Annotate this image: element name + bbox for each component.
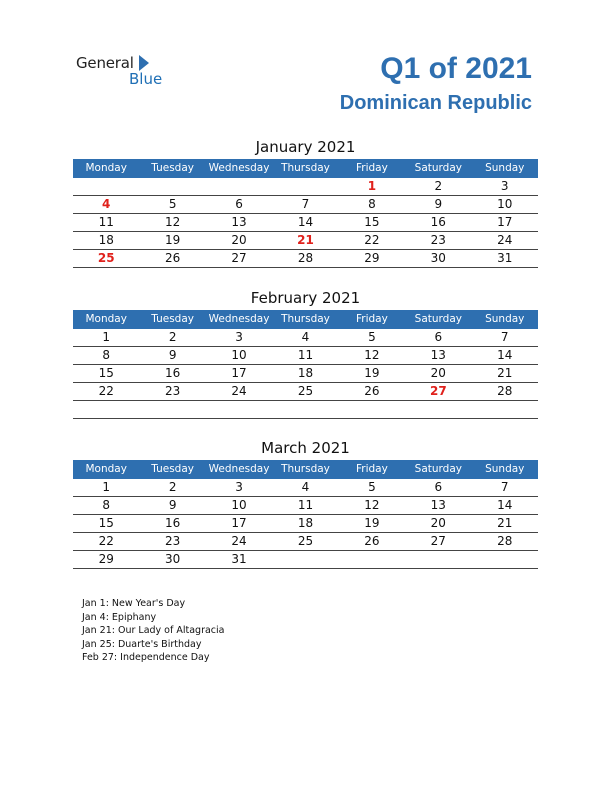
holiday-item: Jan 25: Duarte's Birthday: [82, 638, 202, 650]
day-cell: [272, 178, 338, 195]
day-cell: 12: [164, 215, 181, 229]
day-cell: 28: [497, 534, 513, 548]
day-cell: 20: [430, 366, 446, 380]
day-cell: 1: [102, 480, 111, 494]
page-title: Q1 of 2021: [380, 52, 532, 85]
day-cell: 9: [168, 498, 177, 512]
day-cell: 19: [364, 366, 380, 380]
day-cell: 4: [301, 480, 310, 494]
day-cell: 3: [235, 480, 243, 494]
day-cell: 22: [98, 384, 114, 398]
holiday-day-cell: 21: [297, 233, 314, 247]
day-cell: 11: [98, 215, 114, 229]
day-cell: 12: [364, 498, 380, 512]
weekday-label: Sunday: [485, 313, 525, 325]
day-cell: 3: [235, 330, 243, 344]
logo-general-text: General: [76, 54, 134, 72]
day-cell: [139, 178, 205, 195]
day-cell: 26: [364, 534, 380, 548]
day-cell: 24: [231, 534, 247, 548]
day-cell: 17: [231, 366, 247, 380]
day-cell: 31: [497, 251, 513, 265]
week-row: [73, 232, 538, 250]
weekday-label: Thursday: [281, 313, 330, 325]
day-cell: 2: [168, 330, 177, 344]
day-cell: 28: [297, 251, 314, 265]
week-row: [73, 479, 538, 497]
weekday-label: Thursday: [281, 162, 330, 174]
month-february: [73, 288, 538, 419]
day-cell: 10: [497, 197, 513, 211]
day-cell: 4: [301, 330, 310, 344]
weekday-label: Sunday: [485, 463, 525, 475]
day-cell: 11: [297, 498, 314, 512]
day-cell: [139, 401, 205, 418]
month-january: [73, 137, 538, 268]
week-row: [73, 178, 538, 196]
day-cell: 25: [297, 384, 314, 398]
weekday-label: Friday: [355, 162, 388, 174]
day-cell: 13: [231, 215, 247, 229]
month-title: January 2021: [255, 138, 356, 156]
day-cell: [272, 401, 338, 418]
day-cell: 26: [364, 384, 380, 398]
day-cell: 17: [231, 516, 247, 530]
weekday-header: [73, 310, 538, 329]
day-cell: 8: [102, 348, 111, 362]
day-cell: 11: [297, 348, 314, 362]
day-cell: 9: [168, 348, 177, 362]
day-cell: 15: [364, 215, 380, 229]
logo-blue-text: Blue: [129, 70, 163, 88]
weekday-label: Friday: [355, 313, 388, 325]
day-cell: 13: [430, 498, 446, 512]
weekday-label: Monday: [85, 313, 127, 325]
day-cell: 16: [430, 215, 446, 229]
day-cell: 5: [368, 330, 376, 344]
day-cell: 14: [297, 215, 314, 229]
holiday-day-cell: 1: [367, 179, 377, 193]
holiday-day-cell: 25: [97, 251, 115, 265]
logo-flag-icon: [139, 55, 149, 71]
day-cell: 14: [497, 348, 513, 362]
day-cell: 23: [430, 233, 446, 247]
day-cell: 17: [497, 215, 513, 229]
day-cell: [73, 178, 139, 195]
weekday-label: Saturday: [414, 162, 462, 174]
day-cell: [405, 401, 471, 418]
day-cell: 27: [231, 251, 247, 265]
day-cell: [472, 401, 538, 418]
holiday-item: Jan 21: Our Lady of Altagracia: [82, 625, 225, 636]
week-row: [73, 365, 538, 383]
month-title: March 2021: [261, 439, 350, 457]
day-cell: 20: [231, 233, 247, 247]
day-cell: [73, 401, 139, 418]
month-title: February 2021: [250, 289, 361, 307]
day-cell: 16: [164, 366, 181, 380]
week-row: [73, 214, 538, 232]
week-row: [73, 347, 538, 365]
weekday-label: Monday: [85, 463, 127, 475]
day-cell: 29: [364, 251, 380, 265]
day-cell: 20: [430, 516, 446, 530]
day-cell: [339, 401, 405, 418]
holiday-day-cell: 4: [102, 197, 111, 211]
day-cell: 30: [430, 251, 446, 265]
day-cell: 18: [98, 233, 114, 247]
week-row: [73, 401, 538, 419]
week-row: [73, 383, 538, 401]
day-cell: 27: [430, 534, 446, 548]
day-cell: 15: [98, 366, 114, 380]
weekday-label: Sunday: [485, 162, 525, 174]
day-cell: 29: [98, 552, 114, 566]
day-cell: 9: [434, 197, 443, 211]
weekday-label: Tuesday: [151, 162, 194, 174]
day-cell: [472, 551, 538, 568]
day-cell: 2: [168, 480, 177, 494]
day-cell: 23: [164, 384, 181, 398]
day-cell: 26: [164, 251, 181, 265]
day-cell: 24: [231, 384, 247, 398]
day-cell: 7: [500, 330, 509, 344]
day-cell: 22: [98, 534, 114, 548]
country-name: Dominican Republic: [339, 92, 532, 114]
weekday-label: Friday: [355, 463, 388, 475]
day-cell: 19: [164, 233, 181, 247]
day-cell: 2: [434, 179, 443, 193]
day-cell: 7: [500, 480, 509, 494]
week-row: [73, 329, 538, 347]
day-cell: [206, 401, 272, 418]
day-cell: 18: [297, 516, 314, 530]
holiday-day-cell: 27: [429, 384, 447, 398]
weekday-label: Tuesday: [151, 313, 194, 325]
day-cell: 6: [235, 197, 243, 211]
day-cell: 8: [368, 197, 376, 211]
day-cell: 18: [297, 366, 314, 380]
day-cell: 21: [497, 516, 513, 530]
logo: [76, 54, 176, 88]
day-cell: 6: [434, 330, 443, 344]
week-row: [73, 196, 538, 214]
weekday-label: Saturday: [414, 313, 462, 325]
day-cell: 31: [231, 552, 247, 566]
day-cell: 23: [164, 534, 181, 548]
week-row: [73, 533, 538, 551]
weekday-label: Wednesday: [208, 313, 270, 325]
weekday-label: Monday: [85, 162, 127, 174]
day-cell: 15: [98, 516, 114, 530]
weekday-label: Wednesday: [208, 162, 270, 174]
day-cell: 24: [497, 233, 513, 247]
weekday-label: Saturday: [414, 463, 462, 475]
week-row: [73, 515, 538, 533]
day-cell: 5: [368, 480, 376, 494]
day-cell: 8: [102, 498, 111, 512]
day-cell: 5: [168, 197, 177, 211]
day-cell: [272, 551, 338, 568]
day-cell: [405, 551, 471, 568]
week-row: [73, 497, 538, 515]
day-cell: 16: [164, 516, 181, 530]
weekday-label: Tuesday: [151, 463, 194, 475]
day-cell: 22: [364, 233, 380, 247]
day-cell: 28: [497, 384, 513, 398]
day-cell: 13: [430, 348, 446, 362]
day-cell: 19: [364, 516, 380, 530]
weekday-label: Wednesday: [208, 463, 270, 475]
weekday-header: [73, 460, 538, 479]
holiday-item: Feb 27: Independence Day: [82, 652, 210, 663]
weekday-label: Thursday: [281, 463, 330, 475]
day-cell: 7: [301, 197, 310, 211]
holiday-item: Jan 4: Epiphany: [82, 611, 157, 623]
day-cell: 30: [164, 552, 181, 566]
day-cell: 12: [364, 348, 380, 362]
day-cell: 6: [434, 480, 443, 494]
day-cell: [339, 551, 405, 568]
day-cell: 25: [297, 534, 314, 548]
month-march: [73, 438, 538, 569]
day-cell: [206, 178, 272, 195]
day-cell: 10: [231, 498, 247, 512]
day-cell: 3: [500, 179, 509, 193]
holiday-list: [82, 597, 225, 665]
day-cell: 1: [102, 330, 111, 344]
day-cell: 10: [231, 348, 247, 362]
weekday-header: [73, 159, 538, 178]
week-row: [73, 551, 538, 569]
week-row: [73, 250, 538, 268]
day-cell: 21: [497, 366, 513, 380]
holiday-item: Jan 1: New Year's Day: [82, 598, 186, 609]
day-cell: 14: [497, 498, 513, 512]
